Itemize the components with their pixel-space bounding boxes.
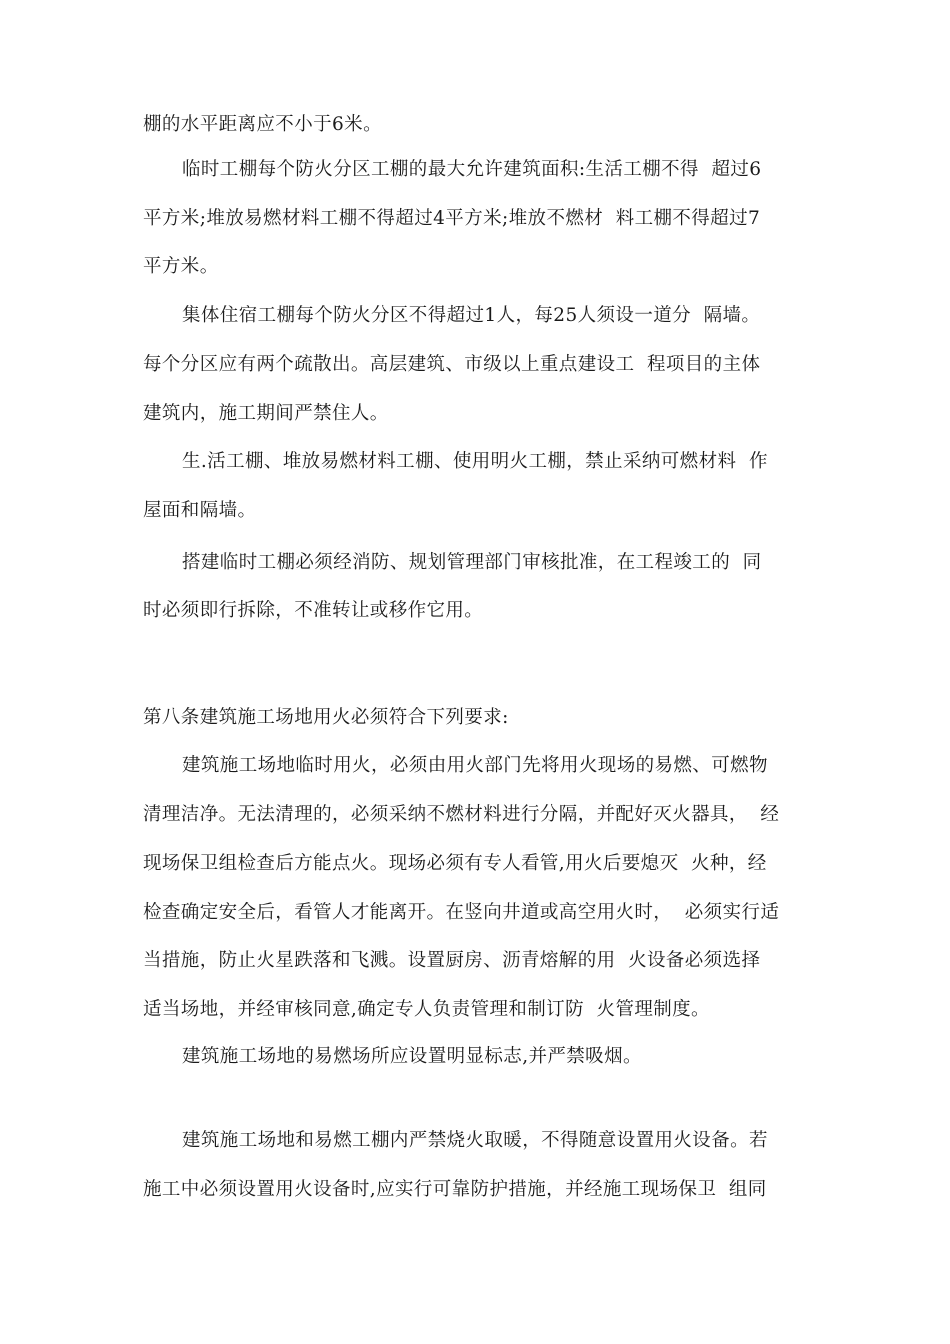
text-line: 集体住宿工棚每个防火分区不得超过1人，每25人须设一道分 隔墙。	[182, 305, 761, 326]
text-line: 当措施，防止火星跌落和飞溅。设置厨房、沥青熔解的用 火设备必须选择	[143, 950, 761, 971]
text-line: 建筑内，施工期间严禁住人。	[143, 403, 389, 424]
text-line: 施工中必须设置用火设备时,应实行可靠防护措施，并经施工现场保卫 组同	[143, 1179, 767, 1200]
text-line: 屋面和隔墙。	[143, 500, 257, 521]
text-line: 检查确定安全后，看管人才能离开。在竖向井道或高空用火时， 必须实行适	[143, 902, 780, 923]
text-line: 适当场地，并经审核同意,确定专人负责管理和制订防 火管理制度。	[143, 999, 710, 1020]
text-line: 每个分区应有两个疏散出。高层建筑、市级以上重点建设工 程项目的主体	[143, 354, 761, 375]
text-line: 清理洁净。无法清理的，必须采纳不燃材料进行分隔，并配好灭火器具， 经	[143, 804, 780, 825]
text-line: 平方米;堆放易燃材料工棚不得超过4平方米;堆放不燃材 料工棚不得超过7	[143, 208, 761, 229]
text-line: 生.活工棚、堆放易燃材料工棚、使用明火工棚，禁止采纳可燃材料 作	[182, 451, 768, 472]
text-line: 平方米。	[143, 256, 219, 277]
section-heading: 第八条建筑施工场地用火必须符合下列要求:	[143, 707, 509, 728]
text-line: 棚的水平距离应不小于6米。	[143, 114, 382, 135]
text-line: 临时工棚每个防火分区工棚的最大允许建筑面积:生活工棚不得 超过6	[182, 159, 762, 180]
text-line: 现场保卫组检查后方能点火。现场必须有专人看管,用火后要熄灭 火种，经	[143, 853, 767, 874]
text-line: 建筑施工场地和易燃工棚内严禁烧火取暖，不得随意设置用火设备。若	[182, 1130, 768, 1151]
text-line: 搭建临时工棚必须经消防、规划管理部门审核批准，在工程竣工的 同	[182, 552, 762, 573]
text-line: 建筑施工场地的易燃场所应设置明显标志,并严禁吸烟。	[182, 1046, 642, 1067]
text-line: 建筑施工场地临时用火，必须由用火部门先将用火现场的易燃、可燃物	[182, 755, 768, 776]
text-line: 时必须即行拆除，不准转让或移作它用。	[143, 600, 484, 621]
